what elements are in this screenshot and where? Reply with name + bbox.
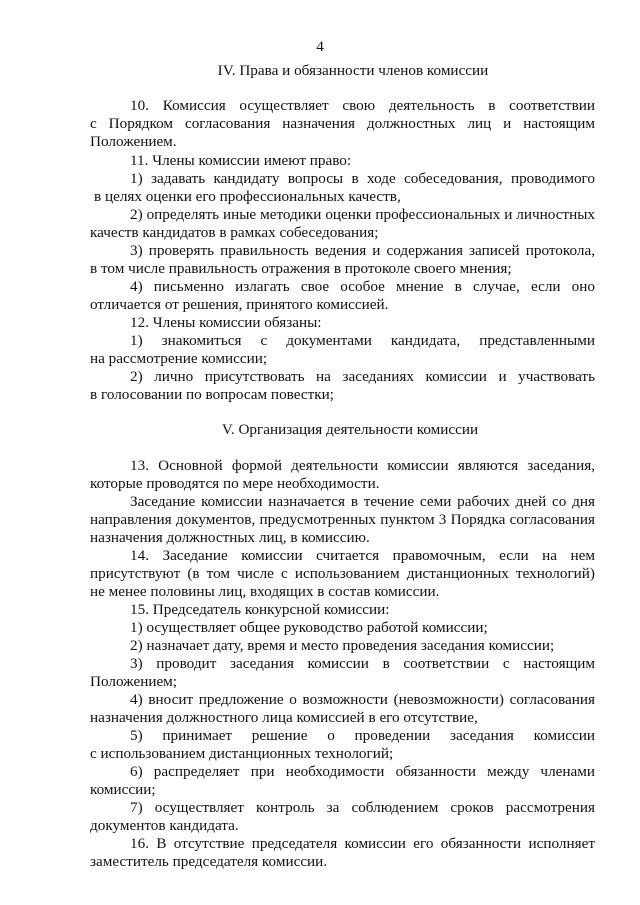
paragraph-line: 15. Председатель конкурсной комиссии:: [130, 601, 390, 618]
paragraph-line: в целях оценки его профессиональных качеств,: [94, 188, 401, 205]
paragraph-line: документов кандидата.: [90, 817, 239, 834]
paragraph-line: с использованием дистанционных технологий;: [90, 745, 394, 762]
paragraph-line: 10. Комиссия осуществляет свою деятельность в соответствии: [130, 97, 595, 114]
paragraph-line: 1) задавать кандидату вопросы в ходе собеседования, проводимого: [130, 170, 595, 187]
paragraph-line: 3) проверять правильность ведения и содержания записей протокола,: [130, 242, 595, 259]
paragraph-line: 14. Заседание комиссии считается правомочным, если на нем: [130, 547, 595, 564]
paragraph-line: 1) осуществляет общее руководство работой комиссии;: [130, 619, 488, 636]
paragraph-line: направления документов, предусмотренных пунктом 3 Порядка согласования: [90, 511, 595, 528]
paragraph-line: 6) распределяет при необходимости обязанности между членами: [130, 763, 595, 780]
paragraph-line: присутствуют (в том числе с использованием дистанционных технологий): [90, 565, 595, 582]
paragraph-line: 4) письменно излагать свое особое мнение в случае, если оно: [130, 278, 595, 295]
paragraph-line: не менее половины лиц, входящих в состав комиссии.: [90, 583, 440, 600]
paragraph-line: 2) определять иные методики оценки профессиональных и личностных: [130, 206, 595, 223]
paragraph-line: Положением;: [90, 673, 178, 690]
paragraph-line: 3) проводит заседания комиссии в соответствии с настоящим: [130, 655, 595, 672]
section-heading-organization: V. Организация деятельности комиссии: [221, 421, 479, 438]
paragraph-line: которые проводятся по мере необходимости.: [90, 475, 380, 492]
paragraph-line: 11. Члены комиссии имеют право:: [130, 152, 352, 169]
paragraph-line: в голосовании по вопросам повестки;: [90, 386, 334, 403]
paragraph-line: 1) знакомиться с документами кандидата, представленными: [130, 332, 595, 349]
paragraph-line: 7) осуществляет контроль за соблюдением сроков рассмотрения: [130, 799, 595, 816]
paragraph-line: отличается от решения, принятого комиссией.: [90, 296, 389, 313]
paragraph-line: 12. Члены комиссии обязаны:: [130, 314, 322, 331]
paragraph-line: назначения должностных лиц, в комиссию.: [90, 529, 370, 546]
paragraph-line: Положением.: [90, 133, 177, 150]
paragraph-line: 13. Основной формой деятельности комиссии являются заседания,: [130, 457, 595, 474]
paragraph-line: Заседание комиссии назначается в течение семи рабочих дней со дня: [130, 493, 595, 510]
paragraph-line: в том числе правильность отражения в протоколе своего мнения;: [90, 260, 512, 277]
section-heading-rights: IV. Права и обязанности членов комиссии: [217, 62, 489, 79]
paragraph-line: на рассмотрение комиссии;: [90, 350, 268, 367]
paragraph-line: назначения должностного лица комиссией в его отсутствие,: [90, 709, 478, 726]
paragraph-line: 2) назначает дату, время и место проведения заседания комиссии;: [130, 637, 555, 654]
paragraph-line: 4) вносит предложение о возможности (невозможности) согласования: [130, 691, 595, 708]
paragraph-line: качеств кандидатов в рамках собеседования;: [90, 224, 379, 241]
paragraph-line: с Порядком согласования назначения должностных лиц и настоящим: [90, 115, 595, 132]
paragraph-line: 2) лично присутствовать на заседаниях комиссии и участвовать: [130, 368, 595, 385]
paragraph-line: 5) принимает решение о проведении заседания комиссии: [130, 727, 595, 744]
paragraph-line: заместитель председателя комиссии.: [90, 853, 328, 870]
paragraph-line: 16. В отсутствие председателя комиссии его обязанности исполняет: [130, 835, 595, 852]
paragraph-line: комиссии;: [90, 781, 156, 798]
page-number: 4: [316, 38, 324, 55]
